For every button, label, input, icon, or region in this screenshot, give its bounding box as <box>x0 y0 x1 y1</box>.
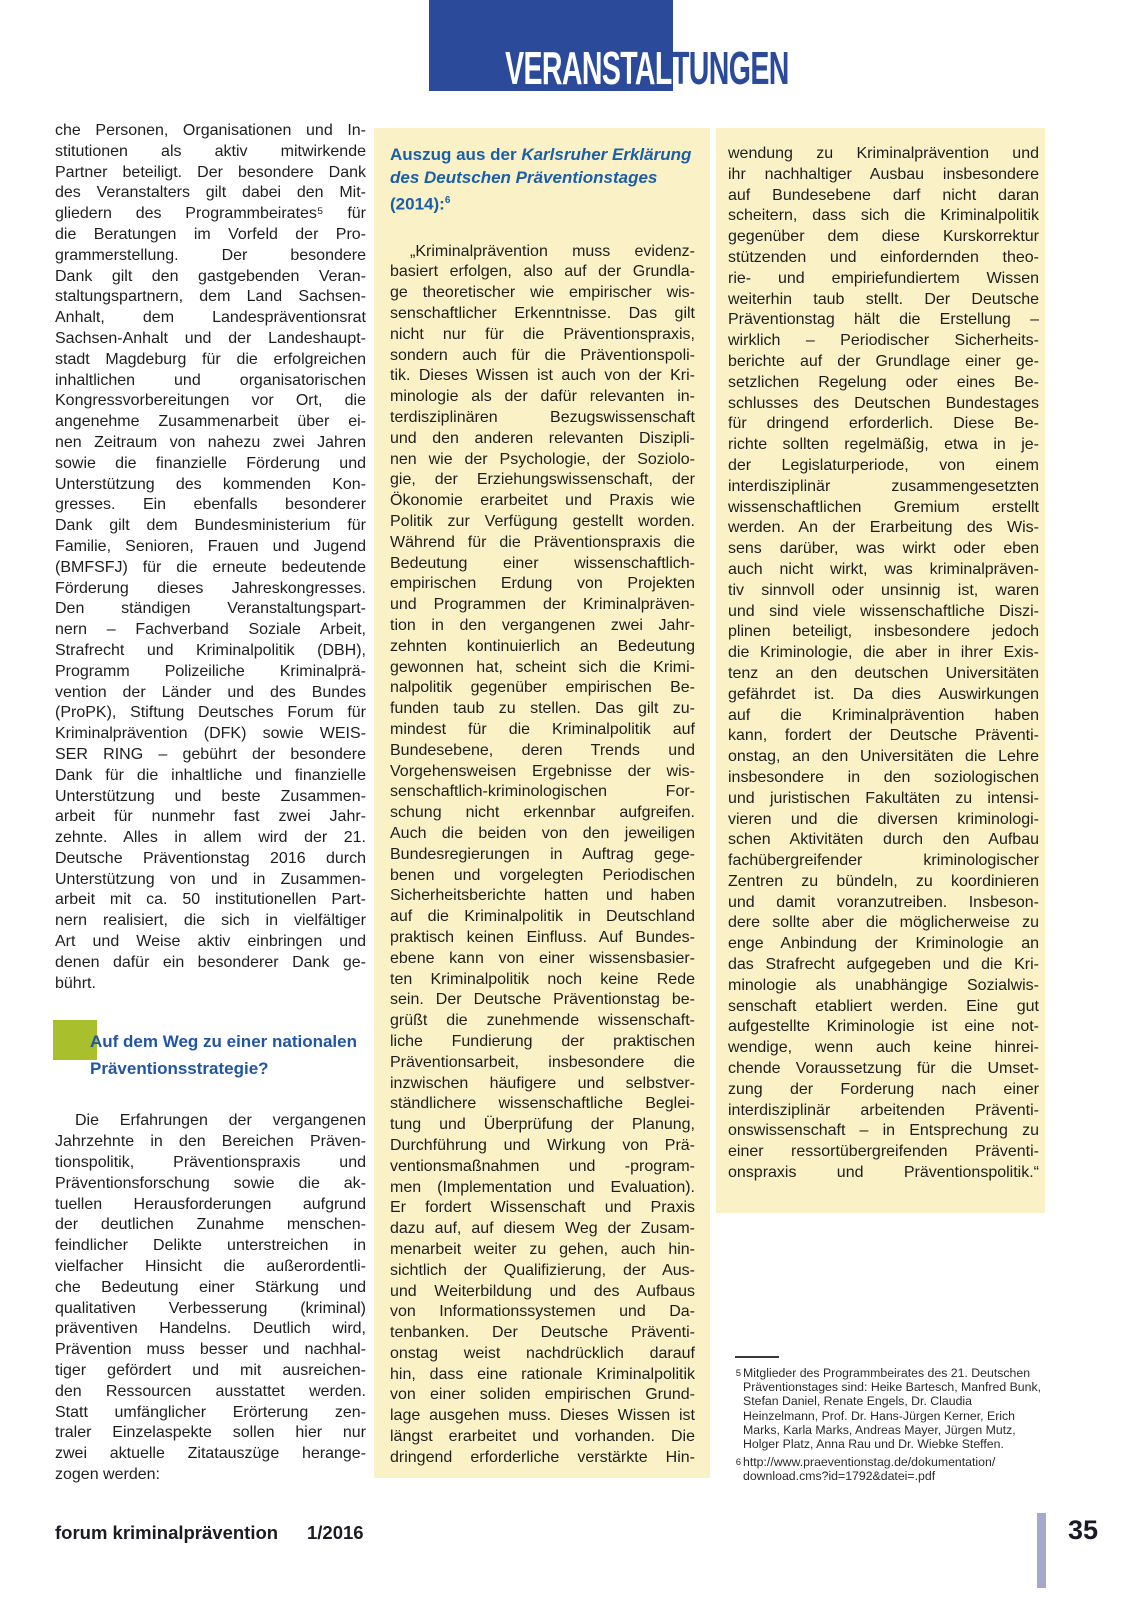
text-line: nalpolitik gegenüber empirischen Be- <box>390 679 695 697</box>
quote-heading-line <box>390 189 695 216</box>
text-line: und sind viele wissenschaftliche Diszi- <box>728 602 1039 620</box>
text-line: werden. An der Erarbeitung des Wis- <box>728 519 1039 537</box>
text-line: mindest für die Kriminalpolitik auf <box>390 720 695 738</box>
text-line: fachübergreifender kriminologischer <box>728 852 1039 870</box>
quote-heading-title-italic: Karlsruher Erklärung <box>521 145 692 164</box>
footnote <box>729 1455 1045 1483</box>
text-line: Die Erfahrungen der vergangenen <box>75 1112 366 1130</box>
text-line: ten Kriminalpolitik noch keine Rede <box>390 970 695 988</box>
text-line: menarbeit weiter zu gehen, auch hin- <box>390 1240 695 1258</box>
text-line: Deutsche Präventionstag 2016 durch <box>55 849 366 867</box>
text-line: senschaft etabliert werden. Eine gut <box>728 997 1039 1015</box>
text-line: lage ausgehen muss. Dieses Wissen ist <box>390 1407 695 1425</box>
text-line: Strafrecht und Kriminalpolitik (DBH), <box>55 641 366 659</box>
text-line: zung der Forderung nach einer <box>728 1080 1039 1098</box>
text-line: wissenschaftlichen Gremium erstellt <box>728 498 1039 516</box>
footnote-marker: 6 <box>735 1457 741 1469</box>
text-line: Sachsen-Anhalt und der Landeshaupt- <box>55 329 366 347</box>
text-line: Politik zur Verfügung gestellt worden. <box>390 513 695 531</box>
section-heading-line: Auf dem Weg zu einer nationalen <box>90 1032 357 1052</box>
text-line: gresses. Ein ebenfalls besonderer <box>55 496 366 514</box>
text-line: weiterhin taub stellt. Der Deutsche <box>728 290 1039 308</box>
text-line: onstag, an den Universitäten die Lehre <box>728 748 1039 766</box>
text-line: terdisziplinären Bezugswissenschaft <box>390 409 695 427</box>
text-line: qualitativen Verbesserung (kriminal) <box>55 1299 366 1317</box>
text-line: Bedeutung einer wissenschaftlich- <box>390 554 695 572</box>
quote-heading-line: des Deutschen Präventionstages <box>390 168 658 187</box>
text-line: von einer soliden empirischen Grund- <box>390 1386 695 1404</box>
text-line: minologie als unabhängige Sozialwis- <box>728 976 1039 994</box>
text-line: Anhalt, dem Landespräventionsrat <box>55 309 366 327</box>
text-line: vieren und die diversen kriminologi- <box>728 810 1039 828</box>
text-line: tenz an den deutschen Universitäten <box>728 664 1039 682</box>
text-line: che Bedeutung einer Stärkung und <box>55 1278 366 1296</box>
text-line: tuellen Herausforderungen aufgrund <box>55 1195 366 1213</box>
text-line: grammerstellung. Der besondere <box>55 246 366 264</box>
text-line: auf Bundesebene darf nicht daran <box>728 186 1039 204</box>
paragraph-thanks <box>55 121 366 994</box>
text-line: nern – Fachverband Soziale Arbeit, <box>55 621 366 639</box>
text-line: sichtlich der Qualifizierung, der Aus- <box>390 1261 695 1279</box>
footnote-reference: 6 <box>444 195 451 206</box>
text-line: stützenden und einfordernden theo- <box>728 248 1039 266</box>
text-line: für dringend erforderlich. Diese Be- <box>728 415 1039 433</box>
text-line: des Veranstalters gilt dabei den Mit- <box>55 184 366 202</box>
text-line: ständlichere wissenschaftliche Beglei- <box>390 1095 695 1113</box>
text-line: angenehme Zusammenarbeit über ei- <box>55 413 366 431</box>
text-line: plinen beteiligt, insbesondere jedoch <box>728 623 1039 641</box>
text-line: interdisziplinär zusammengesetzten <box>728 477 1039 495</box>
text-line: scheitern, dass sich die Kriminalpolitik <box>728 207 1039 225</box>
text-line: nern realisiert, die sich in vielfältiger <box>55 912 366 930</box>
text-line: feindlicher Delikte unterstreichen in <box>55 1237 366 1255</box>
text-line: Ökonomie erarbeitet und Praxis wie <box>390 492 695 510</box>
text-line: (BMFSFJ) für die erneute bedeutende <box>55 558 366 576</box>
text-line: berichte auf der Grundlage einer ge- <box>728 352 1039 370</box>
text-line: benen und vorgelegten Periodischen <box>390 866 695 884</box>
text-line: dringend erforderliche verstärkte Hin- <box>390 1448 695 1466</box>
text-line: wendung zu Kriminalprävention und <box>728 145 1039 162</box>
text-line: Programm Polizeiliche Kriminalprä- <box>55 662 366 680</box>
text-line: auch nicht wirkt, was kriminalpräven- <box>728 560 1039 578</box>
text-line: schlusses des Deutschen Bundestages <box>728 394 1039 412</box>
text-line: liche Fundierung der praktischen <box>390 1032 695 1050</box>
text-line: basiert erfolgen, also auf der Grundla- <box>390 263 695 281</box>
text-line: Partner beteiligt. Der besondere Dank <box>55 163 366 181</box>
text-line: inhaltlichen und organisatorischen <box>55 371 366 389</box>
footnote-list <box>729 1366 1045 1484</box>
text-line: aufgestellte Kriminologie ist eine not- <box>728 1018 1039 1036</box>
text-line: Förderung dieses Jahreskongresses. <box>55 579 366 597</box>
footnote-text: Mitglieder des Programmbeirates des 21. Deutschen Präventionstages sind: Heike Bartesch, Manfred Bunk, Stefan Daniel, Renate Engels, Dr. Claudia Heinzelmann, Prof. Dr. Hans-Jürgen Kerner, Erich Marks, Karla Marks, Andreas Mayer, Jürgen Mutz, Holger Platz, Anna Rau und Dr. Wiebke Steffen. <box>743 1366 1042 1452</box>
text-line: zehnten kontinuierlich an Bedeutung <box>390 637 695 655</box>
text-line: staltungspartnern, dem Land Sachsen- <box>55 288 366 306</box>
text-line: Er fordert Wissenschaft und Praxis <box>390 1199 695 1217</box>
quote-box-right <box>716 128 1045 1213</box>
text-line: das Strafrecht aufgegeben und die Kri- <box>728 956 1039 974</box>
text-line: Unterstützung des kommenden Kon- <box>55 475 366 493</box>
text-line: Durchführung und Wirkung von Prä- <box>390 1136 695 1154</box>
text-line: präventiven Handelns. Deutlich wird, <box>55 1320 366 1338</box>
text-line: senschaftlicher Erkenntnisse. Das gilt <box>390 305 695 323</box>
text-line: wendige, wenn auch keine hinrei- <box>728 1039 1039 1057</box>
quote-text-right <box>728 144 1039 1184</box>
text-line: tiger gefördert und mit ausreichen- <box>55 1362 366 1380</box>
text-line: Während für die Präventionspraxis die <box>390 533 695 551</box>
text-line: che Personen, Organisationen und In- <box>55 122 366 139</box>
text-line: Bundesebene, deren Trends und <box>390 741 695 759</box>
text-line: Bundesregierungen in Auftrag gege- <box>390 845 695 863</box>
text-line: tung und Überprüfung der Planung, <box>390 1116 695 1134</box>
text-line: Präventionstag hält die Erstellung – <box>728 311 1039 329</box>
footnote-separator <box>735 1356 779 1358</box>
quote-heading-line <box>390 143 695 166</box>
text-line: Art und Weise aktiv einbringen und <box>55 933 366 951</box>
text-line: minologie als der dafür relevanten in- <box>390 388 695 406</box>
text-line: interdisziplinär arbeitenden Präventi- <box>728 1101 1039 1119</box>
text-line: tion in den vergangenen zwei Jahr- <box>390 617 695 634</box>
text-line: Auch die beiden von den jeweiligen <box>390 824 695 842</box>
text-line: richte sollten regelmäßig, etwa in je- <box>728 436 1039 454</box>
text-line: ihr nachhaltiger Ausbau insbesondere <box>728 165 1039 183</box>
text-line: tik. Dieses Wissen ist auch von der Kri- <box>390 367 695 385</box>
text-line: Dank gilt den gastgebenden Veran- <box>55 267 366 285</box>
page-title-inside-band: VERANSTAL <box>505 42 672 94</box>
section-heading <box>55 1028 366 1082</box>
text-line: Jahrzehnte in den Bereichen Präven- <box>55 1133 366 1151</box>
text-line: (ProPK), Stiftung Deutsches Forum für <box>55 704 366 722</box>
text-line: zogen werden: <box>55 1466 160 1484</box>
text-line: dere sollte aber die möglicherweise zu <box>728 914 1039 932</box>
text-line: onstag weist nachdrücklich darauf <box>390 1344 695 1362</box>
text-line: schung nicht erkennbar aufgreifen. <box>390 804 695 822</box>
issue-number: 1/2016 <box>307 1522 364 1543</box>
text-line: sowie die finanzielle Förderung und <box>55 454 366 472</box>
left-column <box>55 121 366 1486</box>
text-line: nicht nur für die Präventionspraxis, <box>390 325 695 343</box>
text-line: onspraxis und Präventionspolitik.“ <box>728 1164 1039 1182</box>
text-line: Präventionsarbeit, insbesondere die <box>390 1053 695 1071</box>
paragraph-experiences <box>55 1111 366 1485</box>
text-line: vention der Länder und des Bundes <box>55 683 366 701</box>
quote-box-middle <box>374 128 710 1478</box>
footnote-text: http://www.praeventionstag.de/dokumentation/ download.cms?id=1792&datei=.pdf <box>743 1455 996 1484</box>
text-line: senschaftlich-kriminologischen For- <box>390 783 695 801</box>
quote-heading <box>390 143 695 216</box>
text-line: setzlichen Regelung oder eines Be- <box>728 373 1039 391</box>
text-line: „Kriminalprävention muss evidenz- <box>410 242 695 260</box>
text-line: dazu auf, auf diesem Weg der Zusam- <box>390 1220 695 1238</box>
text-line: auf die Kriminalprävention haben <box>728 706 1039 724</box>
footnotes <box>729 1356 1045 1488</box>
text-line: insbesondere in den soziologischen <box>728 768 1039 786</box>
text-line: Dank für die inhaltliche und finanzielle <box>55 766 366 784</box>
text-line: wirklich – Periodischer Sicherheits- <box>728 332 1039 350</box>
quote-text-middle <box>390 242 695 1469</box>
text-line: sein. Der Deutsche Präventionstag be- <box>390 991 695 1009</box>
text-line: schen Aktivitäten durch den Aufbau <box>728 831 1039 849</box>
text-line: und den anderen relevanten Diszipli- <box>390 429 695 447</box>
text-line: einer ressortübergreifenden Präventi- <box>728 1143 1039 1161</box>
text-line: gliedern des Programmbeirates⁵ für <box>55 205 366 223</box>
text-line: men (Implementation und Evaluation). <box>390 1178 695 1196</box>
section-heading-line: Präventionsstrategie? <box>90 1059 269 1079</box>
footnote-marker: 5 <box>735 1368 741 1379</box>
text-line: grüßt die zunehmende wissenschaft- <box>390 1012 695 1030</box>
text-line: sondern auch für die Präventionspoli- <box>390 346 695 364</box>
page-title-outside-band: TUNGEN <box>672 42 789 94</box>
text-line: tenbanken. Der Deutsche Präventi- <box>390 1324 695 1342</box>
text-line: funden taub zu stellen. Das gilt zu- <box>390 700 695 718</box>
text-line: arbeit mit ca. 50 institutionellen Part- <box>55 891 366 909</box>
text-line: und damit voranzutreiben. Insbeson- <box>728 893 1039 911</box>
text-line: zwei aktuelle Zitatauszüge herange- <box>55 1445 366 1463</box>
text-line: der Legislaturperiode, von einem <box>728 456 1039 474</box>
text-line: chende Voraussetzung für die Umset- <box>728 1060 1039 1078</box>
text-line: den Ressourcen ausstattet werden. <box>55 1382 366 1400</box>
text-line: Kriminalprävention (DFK) sowie WEIS- <box>55 725 366 743</box>
text-line: Prävention muss besser und nachhal- <box>55 1341 366 1359</box>
text-line: Unterstützung von und in Zusammen- <box>55 870 366 888</box>
text-line: der deutlichen Zunahme menschen- <box>55 1216 366 1234</box>
text-line: empirischen Erdung von Projekten <box>390 575 695 593</box>
text-line: nen wie der Psychologie, der Soziolo- <box>390 450 695 468</box>
text-line: Präventionsforschung sowie die ak- <box>55 1174 366 1192</box>
text-line: kann, fordert der Deutsche Präventi- <box>728 727 1039 745</box>
text-line: nen Zeitraum von nahezu zwei Jahren <box>55 433 366 451</box>
text-line: längst erarbeitet und vorhanden. Die <box>390 1428 695 1446</box>
text-line: Statt umfänglicher Erörterung zen- <box>55 1403 366 1421</box>
text-line: stitutionen als aktiv mitwirkende <box>55 142 366 160</box>
text-line: SER RING – gebührt der besondere <box>55 745 366 763</box>
text-line: Sicherheitsberichte hatten und haben <box>390 887 695 905</box>
text-line: und Programmen der Kriminalpräven- <box>390 596 695 614</box>
text-line: inzwischen häufigere und selbstver- <box>390 1074 695 1092</box>
text-line: ge theoretischer wie empirischer wis- <box>390 284 695 302</box>
text-line: gewonnen hat, scheint sich die Krimi- <box>390 658 695 676</box>
text-line: die Beratungen im Vorfeld der Pro- <box>55 225 366 243</box>
text-line: bührt. <box>55 974 96 992</box>
text-line: Vorgehensweisen Ergebnisse der wis- <box>390 762 695 780</box>
text-line: praktisch keinen Einfluss. Auf Bundes- <box>390 928 695 946</box>
text-line: von Informationssystemen und Da- <box>390 1303 695 1321</box>
text-line: Kongressvorbereitungen vor Ort, die <box>55 392 366 410</box>
text-line: enge Anbindung der Kriminologie an <box>728 935 1039 953</box>
text-line: Zentren zu bündeln, zu koordinieren <box>728 872 1039 890</box>
quote-heading-year: (2014): <box>390 194 445 214</box>
text-line: zehnte. Alles in allem wird der 21. <box>55 829 366 847</box>
text-line: denen dafür ein besonderer Dank ge- <box>55 953 366 971</box>
text-line: Dank gilt dem Bundesministerium für <box>55 517 366 535</box>
journal-name: forum kriminalprävention <box>55 1522 279 1543</box>
text-line: traler Einzelaspekte sollen hier nur <box>55 1424 366 1442</box>
text-line: Den ständigen Veranstaltungspart- <box>55 600 366 618</box>
text-line: und Weiterbildung und des Aufbaus <box>390 1282 695 1300</box>
text-line: Unterstützung und beste Zusammen- <box>55 787 366 805</box>
page-number: 35 <box>1068 1515 1099 1545</box>
text-line: Familie, Senioren, Frauen und Jugend <box>55 537 366 555</box>
text-line: tiv sinnvoll oder unsinnig ist, waren <box>728 581 1039 599</box>
text-line: ventionsmaßnahmen und -program- <box>390 1157 695 1175</box>
text-line: gie, der Erziehungswissenschaft, der <box>390 471 695 489</box>
text-line: ebene kann von einer wissensbasier- <box>390 949 695 967</box>
text-line: onswissenschaft – in Entsprechung zu <box>728 1122 1039 1140</box>
text-line: die Kriminologie, die aber in ihrer Exis- <box>728 644 1039 662</box>
text-line: auf die Kriminalpolitik in Deutschland <box>390 908 695 926</box>
text-line: rie- und empiriefundiertem Wissen <box>728 269 1039 287</box>
footnote <box>729 1366 1045 1451</box>
page-number-bar <box>1037 1513 1046 1588</box>
text-line: und juristischen Fakultäten zu intensi- <box>728 789 1039 807</box>
quote-heading-prefix: Auszug aus der <box>390 145 522 164</box>
text-line: stadt Magdeburg für die erfolgreichen <box>55 350 366 368</box>
text-line: tionspolitik, Präventionspraxis und <box>55 1154 366 1172</box>
text-line: arbeit für nunmehr fast zwei Jahr- <box>55 808 366 826</box>
text-line: hin, dass eine rationale Kriminalpolitik <box>390 1365 695 1383</box>
text-line: gegenüber dem diese Kurskorrektur <box>728 228 1039 246</box>
text-line: gefährdet ist. Da dies Auswirkungen <box>728 685 1039 703</box>
text-line: sens darüber, was wirkt oder eben <box>728 540 1039 558</box>
text-line: vielfacher Hinsicht die außerordentli- <box>55 1258 366 1276</box>
